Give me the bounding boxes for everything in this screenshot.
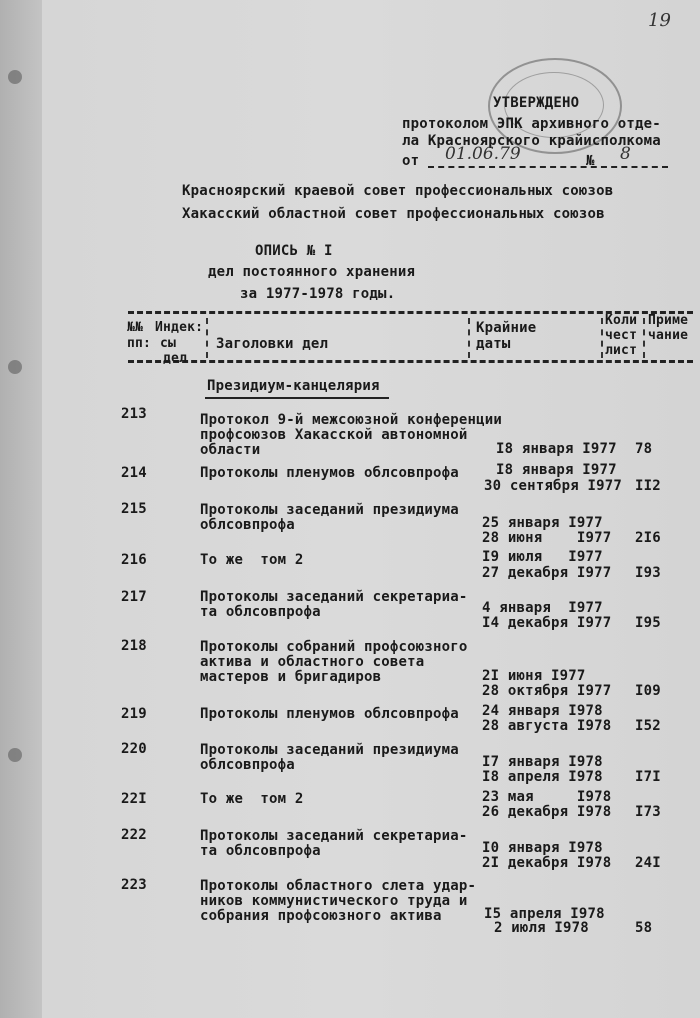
row-title-line: профсоюзов Хакасской автономной [200, 427, 468, 443]
row-number: 22I [121, 791, 147, 807]
row-title-line: Протоколы заседаний секретариа- [200, 589, 468, 605]
org-line-2: Хакасский областной совет профессиональных союзов [182, 206, 605, 222]
row-date: 2I декабря I978 [482, 855, 612, 871]
header-col-count: Коли [605, 313, 638, 328]
row-date: 30 сентября I977 [484, 478, 623, 494]
row-title-line: облсовпрофа [200, 517, 295, 533]
row-date: 4 января I977 [482, 600, 603, 616]
header-col-index: Индек: [155, 320, 204, 335]
row-date: 28 августа I978 [482, 718, 612, 734]
row-date: 2I июня I977 [482, 668, 586, 684]
row-title-line: То же том 2 [200, 552, 304, 568]
header-divider [468, 318, 470, 358]
row-number: 213 [121, 406, 147, 422]
header-col-num-2: пп: [127, 336, 152, 351]
row-number: 216 [121, 552, 147, 568]
header-col-dates: Крайние [476, 320, 537, 336]
row-title-line: То же том 2 [200, 791, 304, 807]
row-number: 217 [121, 589, 147, 605]
page-number: 19 [648, 10, 671, 31]
approval-heading: УТВЕРЖДЕНО [493, 95, 580, 111]
row-count: I73 [635, 804, 661, 820]
approval-from-label: от [402, 153, 420, 169]
row-number: 219 [121, 706, 147, 722]
row-date: 26 декабря I978 [482, 804, 612, 820]
binding-hole [8, 748, 22, 762]
row-date: 27 декабря I977 [482, 565, 612, 581]
row-date: I7 января I978 [482, 754, 603, 770]
row-date: 23 мая I978 [482, 789, 612, 805]
row-count: I93 [635, 565, 661, 581]
section-underline [205, 397, 389, 399]
header-col-note: Приме [648, 313, 689, 328]
header-divider [643, 318, 645, 358]
row-number: 222 [121, 827, 147, 843]
row-title-line: Протоколы заседаний президиума [200, 742, 459, 758]
row-number: 214 [121, 465, 147, 481]
row-title-line: Протоколы пленумов облсовпрофа [200, 465, 459, 481]
row-date: I8 января I977 [496, 462, 617, 478]
row-title-line: та облсовпрофа [200, 604, 321, 620]
row-count: II2 [635, 478, 661, 494]
header-col-count-2: чест [605, 328, 638, 343]
row-date: I8 апреля I978 [482, 769, 603, 785]
header-col-index-3: дел [163, 351, 188, 366]
header-divider [601, 318, 603, 358]
row-count: 2I6 [635, 530, 661, 546]
row-date: 25 января I977 [482, 515, 603, 531]
row-date: 28 октября I977 [482, 683, 612, 699]
row-title-line: облсовпрофа [200, 757, 295, 773]
approval-number-label: № [586, 153, 595, 169]
org-line-1: Красноярский краевой совет профессиональных союзов [182, 183, 614, 199]
header-col-index-2: сы [160, 336, 177, 351]
row-number: 218 [121, 638, 147, 654]
row-title-line: области [200, 442, 261, 458]
inventory-subtitle-1: дел постоянного хранения [208, 264, 416, 280]
row-count: I95 [635, 615, 661, 631]
row-count: I7I [635, 769, 661, 785]
row-title-line: мастеров и бригадиров [200, 669, 382, 685]
row-count: I52 [635, 718, 661, 734]
binding-hole [8, 360, 22, 374]
row-date: 24 января I978 [482, 703, 603, 719]
approval-line-2: ла Красноярского крайисполкома [402, 133, 661, 149]
binding-hole [8, 70, 22, 84]
row-number: 220 [121, 741, 147, 757]
row-count: 78 [635, 441, 653, 457]
row-count: I09 [635, 683, 661, 699]
header-col-dates-2: даты [476, 336, 511, 352]
header-col-title: Заголовки дел [216, 336, 329, 352]
header-col-num: №№ [127, 320, 144, 335]
header-col-note-2: чание [648, 328, 689, 343]
approval-line-1: протоколом ЭПК архивного отде- [402, 116, 661, 132]
row-count: 24I [635, 855, 661, 871]
header-bottom-rule [128, 360, 693, 363]
row-date: 2 июля I978 [494, 920, 589, 936]
row-date: I0 января I978 [482, 840, 603, 856]
row-number: 223 [121, 877, 147, 893]
row-title-line: Протоколы заседаний президиума [200, 502, 459, 518]
row-title-line: актива и областного совета [200, 654, 425, 670]
row-date: I5 апреля I978 [484, 906, 605, 922]
section-title: Президиум-канцелярия [207, 378, 380, 394]
header-col-count-3: лист [605, 343, 638, 358]
row-title-line: та облсовпрофа [200, 843, 321, 859]
row-number: 215 [121, 501, 147, 517]
row-title-line: ников коммунистического труда и [200, 893, 468, 909]
row-date: I8 января I977 [496, 441, 617, 457]
header-divider [206, 318, 208, 358]
row-title-line: Протокол 9-й межсоюзной конференции [200, 412, 503, 428]
row-title-line: Протоколы собраний профсоюзного [200, 639, 468, 655]
row-title-line: собрания профсоюзного актива [200, 908, 442, 924]
inventory-subtitle-2: за 1977-1978 годы. [240, 286, 396, 302]
row-date: I4 декабря I977 [482, 615, 612, 631]
approval-date: 01.06.79 [445, 144, 521, 164]
inventory-title: ОПИСЬ № I [255, 243, 333, 259]
row-date: I9 июля I977 [482, 549, 603, 565]
binding-margin [0, 0, 42, 1018]
row-count: 58 [635, 920, 653, 936]
row-date: 28 июня I977 [482, 530, 612, 546]
row-title-line: Протоколы заседаний секретариа- [200, 828, 468, 844]
approval-date-line [428, 166, 668, 168]
row-title-line: Протоколы областного слета удар- [200, 878, 477, 894]
row-title-line: Протоколы пленумов облсовпрофа [200, 706, 459, 722]
approval-number: 8 [620, 144, 631, 164]
